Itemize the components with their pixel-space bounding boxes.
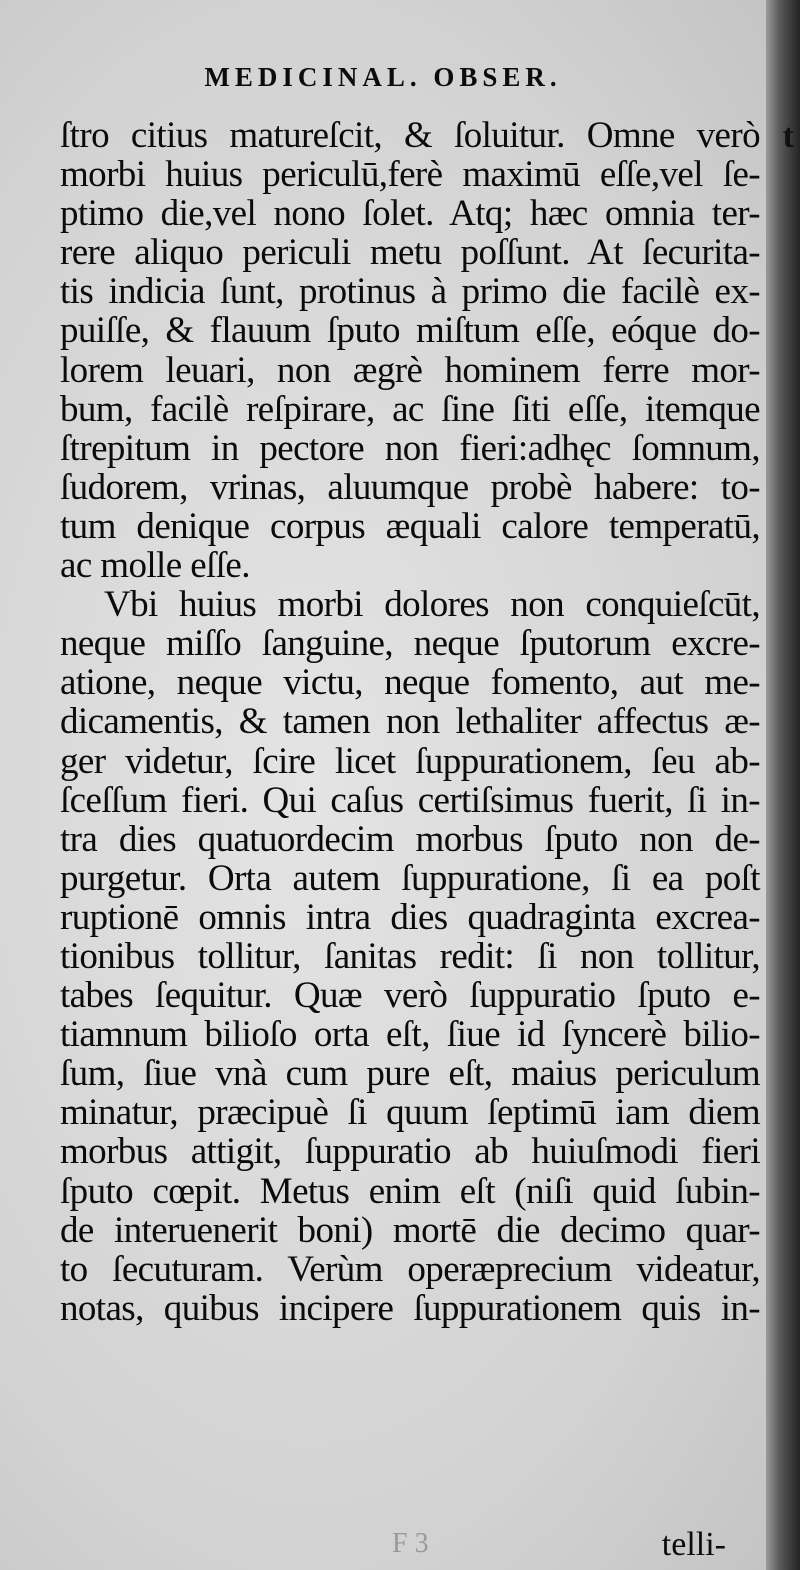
- text-line: ger videtur, ſcire licet ſuppurationem, ſeu ab-: [60, 740, 760, 782]
- text-line: puiſſe, & flauum ſputo miſtum eſſe, eóque do-: [60, 310, 760, 352]
- text-line: to ſecuturam. Verùm operæprecium videatur,: [60, 1248, 760, 1290]
- text-line: neque miſſo ſanguine, neque ſputorum excre-: [60, 623, 760, 665]
- text-line: dicamentis, & tamen non lethaliter affectus æ-: [60, 701, 760, 743]
- text-line: ſudorem, vrinas, aluumque probè habere: to-: [60, 466, 760, 508]
- text-line: ruptionē omnis intra dies quadraginta excrea-: [60, 896, 760, 938]
- text-line: ptimo die,vel nono ſolet. Atq; hæc omnia ter-: [60, 193, 760, 235]
- text-line: ſum, ſiue vnà cum pure eſt, maius periculum: [60, 1053, 760, 1095]
- text-line: ſceſſum fieri. Qui caſus certiſsimus fuerit, ſi in-: [60, 779, 760, 821]
- book-gutter: [766, 0, 800, 1570]
- text-line: morbi huius periculū,ferè maximū eſſe,vel ſe-: [60, 154, 760, 196]
- text-line: ac molle eſſe.: [60, 545, 250, 587]
- text-line: tabes ſequitur. Quæ verò ſuppuratio ſputo e-: [60, 975, 760, 1017]
- text-line: morbus attigit, ſuppuratio ab huiuſmodi fieri: [60, 1131, 760, 1173]
- text-line: de interuenerit boni) mortē die decimo quar-: [60, 1209, 760, 1251]
- text-line: lorem leuari, non ægrè hominem ferre mor-: [60, 349, 760, 391]
- running-head: MEDICINAL. OBSER.: [204, 62, 562, 92]
- body-text: [60, 116, 760, 1328]
- text-line: tum denique corpus æquali calore temperatū,: [60, 505, 760, 547]
- text-line: notas, quibus incipere ſuppurationem quis in-: [60, 1287, 760, 1329]
- text-line: rere aliquo periculi metu poſſunt. At ſecurita-: [60, 232, 760, 274]
- signature-mark: F 3: [392, 1528, 429, 1559]
- text-line: Vbi huius morbi dolores non conquieſcūt,: [104, 584, 760, 626]
- catchword: telli-: [661, 1526, 726, 1563]
- facing-page-letter: t: [782, 118, 794, 155]
- text-line: tiamnum bilioſo orta eſt, ſiue id ſyncerè bilio-: [60, 1014, 760, 1056]
- text-line: atione, neque victu, neque fomento, aut me-: [60, 662, 760, 704]
- text-line: ſputo cœpit. Metus enim eſt (niſi quid ſubin-: [60, 1170, 760, 1212]
- text-line: tionibus tollitur, ſanitas redit: ſi non tollitur,: [60, 935, 760, 977]
- text-line: bum, facilè reſpirare, ac ſine ſiti eſſe, itemque: [60, 388, 760, 430]
- text-line: ſtro citius matureſcit, & ſoluitur. Omne verò: [60, 115, 760, 156]
- text-line: minatur, præcipuè ſi quum ſeptimū iam diem: [60, 1092, 760, 1134]
- text-line: tra dies quatuordecim morbus ſputo non de-: [60, 818, 760, 860]
- text-line: purgetur. Orta autem ſuppuratione, ſi ea poſt: [60, 857, 760, 899]
- text-line: tis indicia ſunt, protinus à primo die facilè ex-: [60, 271, 760, 313]
- text-line: ſtrepitum in pectore non fieri:adhęc ſomnum,: [60, 427, 760, 469]
